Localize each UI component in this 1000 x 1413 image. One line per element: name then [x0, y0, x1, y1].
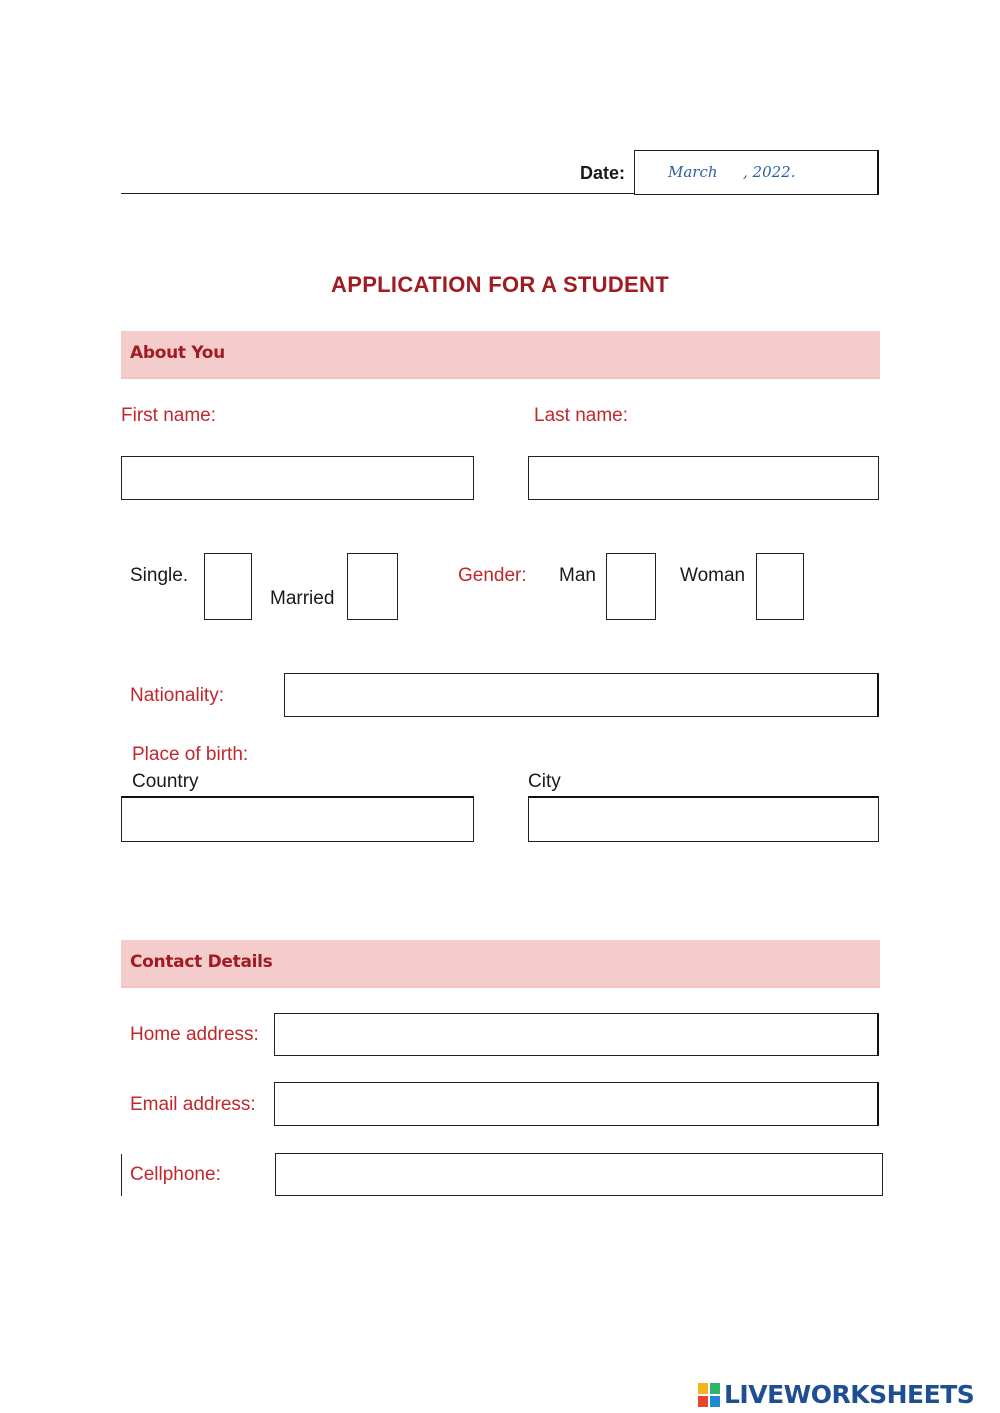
date-year-value: , 2022.: [743, 163, 796, 181]
page-title: APPLICATION FOR A STUDENT: [331, 272, 669, 297]
cellphone-label: Cellphone:: [130, 1164, 221, 1185]
liveworksheets-logo-icon: [698, 1383, 720, 1407]
cellphone-input[interactable]: [275, 1153, 883, 1196]
date-field[interactable]: [634, 150, 879, 195]
man-label: Man: [559, 565, 596, 586]
single-checkbox[interactable]: [204, 553, 252, 620]
man-checkbox[interactable]: [606, 553, 656, 620]
woman-checkbox[interactable]: [756, 553, 804, 620]
place-of-birth-label: Place of birth:: [132, 744, 249, 765]
home-address-label: Home address:: [130, 1024, 259, 1045]
woman-label: Woman: [680, 565, 746, 586]
nationality-label: Nationality:: [130, 685, 224, 706]
section-about-you: [121, 331, 880, 379]
married-checkbox[interactable]: [347, 553, 398, 620]
country-label: Country: [132, 771, 199, 792]
last-name-input[interactable]: [528, 456, 879, 500]
city-input[interactable]: [528, 796, 879, 842]
section-contact-details: [121, 940, 880, 988]
country-input[interactable]: [121, 796, 474, 842]
date-label: Date:: [580, 163, 626, 183]
gender-label: Gender:: [458, 565, 527, 586]
section-about-you-heading: About You: [130, 343, 225, 363]
home-address-input[interactable]: [274, 1013, 879, 1056]
married-label: Married: [270, 588, 335, 609]
last-name-label: Last name:: [534, 405, 628, 426]
city-label: City: [528, 771, 561, 792]
nationality-input[interactable]: [284, 673, 879, 717]
first-name-label: First name:: [121, 405, 217, 426]
liveworksheets-brand-text: LIVEWORKSHEETS: [724, 1380, 975, 1409]
first-name-input[interactable]: [121, 456, 474, 500]
section-contact-details-heading: Contact Details: [130, 952, 273, 972]
email-address-label: Email address:: [130, 1094, 256, 1115]
email-address-input[interactable]: [274, 1082, 879, 1126]
single-label: Single.: [130, 565, 189, 586]
date-month-value: March: [668, 163, 718, 181]
liveworksheets-logo: [698, 1380, 996, 1410]
cellphone-margin-rule: [121, 1154, 122, 1196]
